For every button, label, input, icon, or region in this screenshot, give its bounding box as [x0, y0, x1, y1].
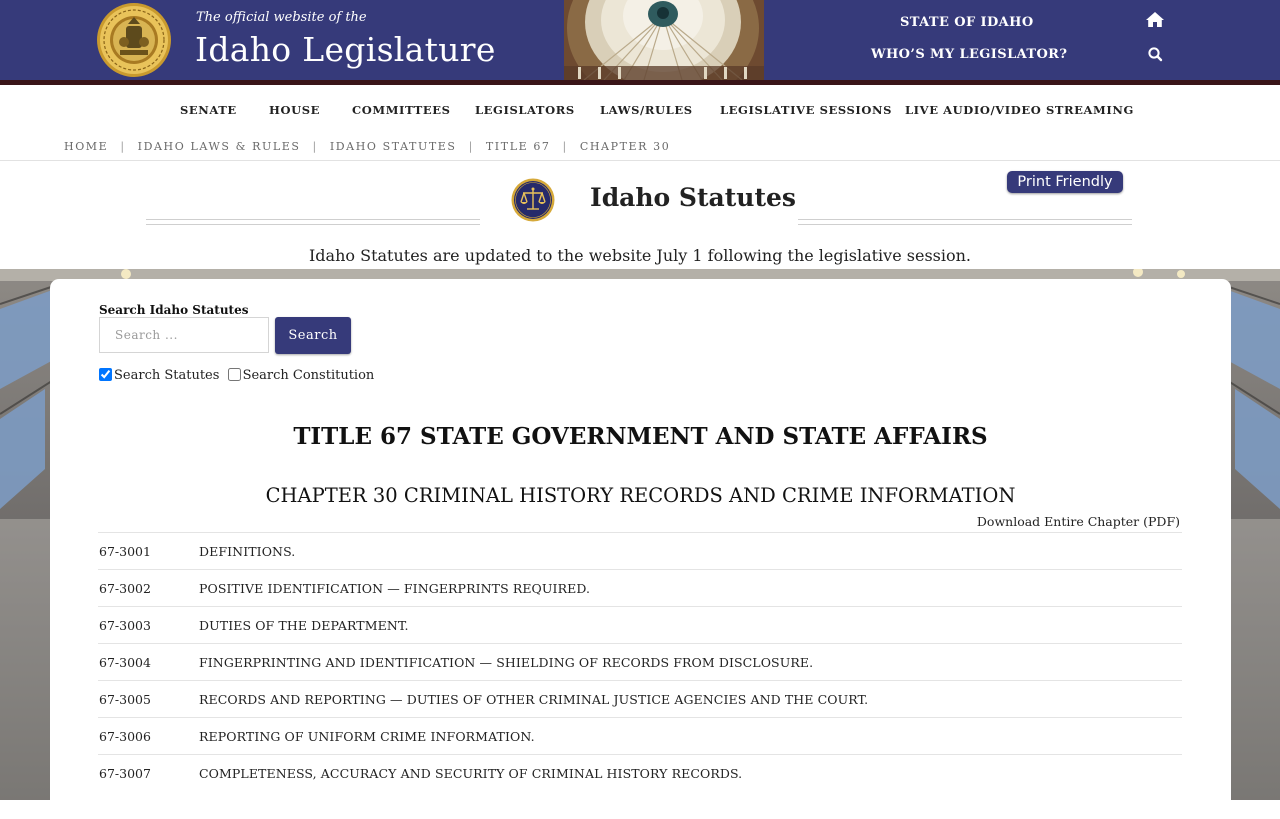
section-title: RECORDS AND REPORTING — DUTIES OF OTHER CRIMINAL JUSTICE AGENCIES AND THE COURT.: [199, 692, 869, 707]
search-constitution-label[interactable]: Search Constitution: [242, 368, 375, 383]
breadcrumb-separator: |: [468, 140, 474, 153]
section-row: [98, 569, 1182, 606]
nav-live-streaming[interactable]: LIVE AUDIO/VIDEO STREAMING: [905, 103, 1134, 117]
scales-of-justice-icon: [511, 178, 555, 222]
site-header: [0, 0, 1280, 85]
nav-legislators[interactable]: LEGISLATORS: [475, 103, 575, 117]
section-row: [98, 680, 1182, 717]
breadcrumb-separator: |: [312, 140, 318, 153]
title-heading: TITLE 67 STATE GOVERNMENT AND STATE AFFAIRS: [293, 423, 988, 450]
site-tagline: The official website of the: [196, 10, 367, 25]
section-row: [98, 717, 1182, 754]
section-row: [98, 606, 1182, 643]
divider: [0, 160, 1280, 161]
breadcrumb-chapter-30: CHAPTER 30: [579, 140, 671, 153]
section-title: COMPLETENESS, ACCURACY AND SECURITY OF CRIMINAL HISTORY RECORDS.: [199, 766, 743, 781]
state-seal-logo[interactable]: [96, 2, 172, 78]
nav-house[interactable]: HOUSE: [269, 103, 320, 117]
whos-my-legislator-link[interactable]: WHO’S MY LEGISLATOR?: [871, 47, 1068, 62]
download-chapter-pdf-link[interactable]: Download Entire Chapter (PDF): [976, 514, 1180, 529]
home-icon[interactable]: [1145, 10, 1165, 30]
search-statutes-label[interactable]: Search Statutes: [114, 368, 220, 383]
section-row: [98, 754, 1182, 791]
nav-laws-rules[interactable]: LAWS/RULES: [600, 103, 693, 117]
section-number-link[interactable]: 67-3002: [99, 581, 151, 596]
section-row: [98, 643, 1182, 680]
section-title: REPORTING OF UNIFORM CRIME INFORMATION.: [199, 729, 535, 744]
search-input[interactable]: [99, 317, 269, 353]
capitol-dome-image: [564, 0, 764, 80]
heading-rule-left: [146, 219, 480, 225]
section-number-link[interactable]: 67-3006: [99, 729, 151, 744]
breadcrumb-title-67[interactable]: TITLE 67: [485, 140, 551, 153]
state-of-idaho-link[interactable]: STATE OF IDAHO: [900, 15, 1034, 30]
update-notice: Idaho Statutes are updated to the website July 1 following the legislative session.: [308, 246, 971, 265]
breadcrumb-separator: |: [120, 140, 126, 153]
search-label: Search Idaho Statutes: [99, 303, 249, 317]
section-row: [98, 532, 1182, 569]
nav-legislative-sessions[interactable]: LEGISLATIVE SESSIONS: [720, 103, 893, 117]
breadcrumb-separator: |: [562, 140, 568, 153]
search-button[interactable]: Search: [275, 317, 351, 354]
print-friendly-button[interactable]: Print Friendly: [1007, 171, 1123, 193]
section-title: DUTIES OF THE DEPARTMENT.: [199, 618, 409, 633]
nav-committees[interactable]: COMMITTEES: [352, 103, 451, 117]
section-number-link[interactable]: 67-3005: [99, 692, 151, 707]
breadcrumb: [64, 140, 670, 160]
site-title[interactable]: Idaho Legislature: [195, 30, 496, 69]
section-title: POSITIVE IDENTIFICATION — FINGERPRINTS REQUIRED.: [199, 581, 591, 596]
chapter-heading: CHAPTER 30 CRIMINAL HISTORY RECORDS AND CRIME INFORMATION: [265, 484, 1016, 507]
section-title: DEFINITIONS.: [199, 544, 296, 559]
breadcrumb-idaho-statutes[interactable]: IDAHO STATUTES: [329, 140, 457, 153]
heading-rule-right: [798, 219, 1132, 225]
search-options: [98, 368, 374, 383]
section-number-link[interactable]: 67-3003: [99, 618, 151, 633]
main-navigation: [0, 85, 1280, 135]
search-icon[interactable]: [1146, 45, 1166, 65]
page-title: Idaho Statutes: [590, 183, 796, 212]
search-statutes-checkbox[interactable]: [99, 368, 112, 381]
section-list: [98, 532, 1182, 791]
search-constitution-checkbox[interactable]: [228, 368, 241, 381]
section-number-link[interactable]: 67-3004: [99, 655, 151, 670]
content-card: [50, 279, 1231, 819]
nav-senate[interactable]: SENATE: [180, 103, 237, 117]
section-title: FINGERPRINTING AND IDENTIFICATION — SHIELDING OF RECORDS FROM DISCLOSURE.: [199, 655, 814, 670]
breadcrumb-home[interactable]: HOME: [64, 140, 109, 153]
breadcrumb-laws-rules[interactable]: IDAHO LAWS & RULES: [137, 140, 301, 153]
section-number-link[interactable]: 67-3001: [99, 544, 151, 559]
section-number-link[interactable]: 67-3007: [99, 766, 151, 781]
